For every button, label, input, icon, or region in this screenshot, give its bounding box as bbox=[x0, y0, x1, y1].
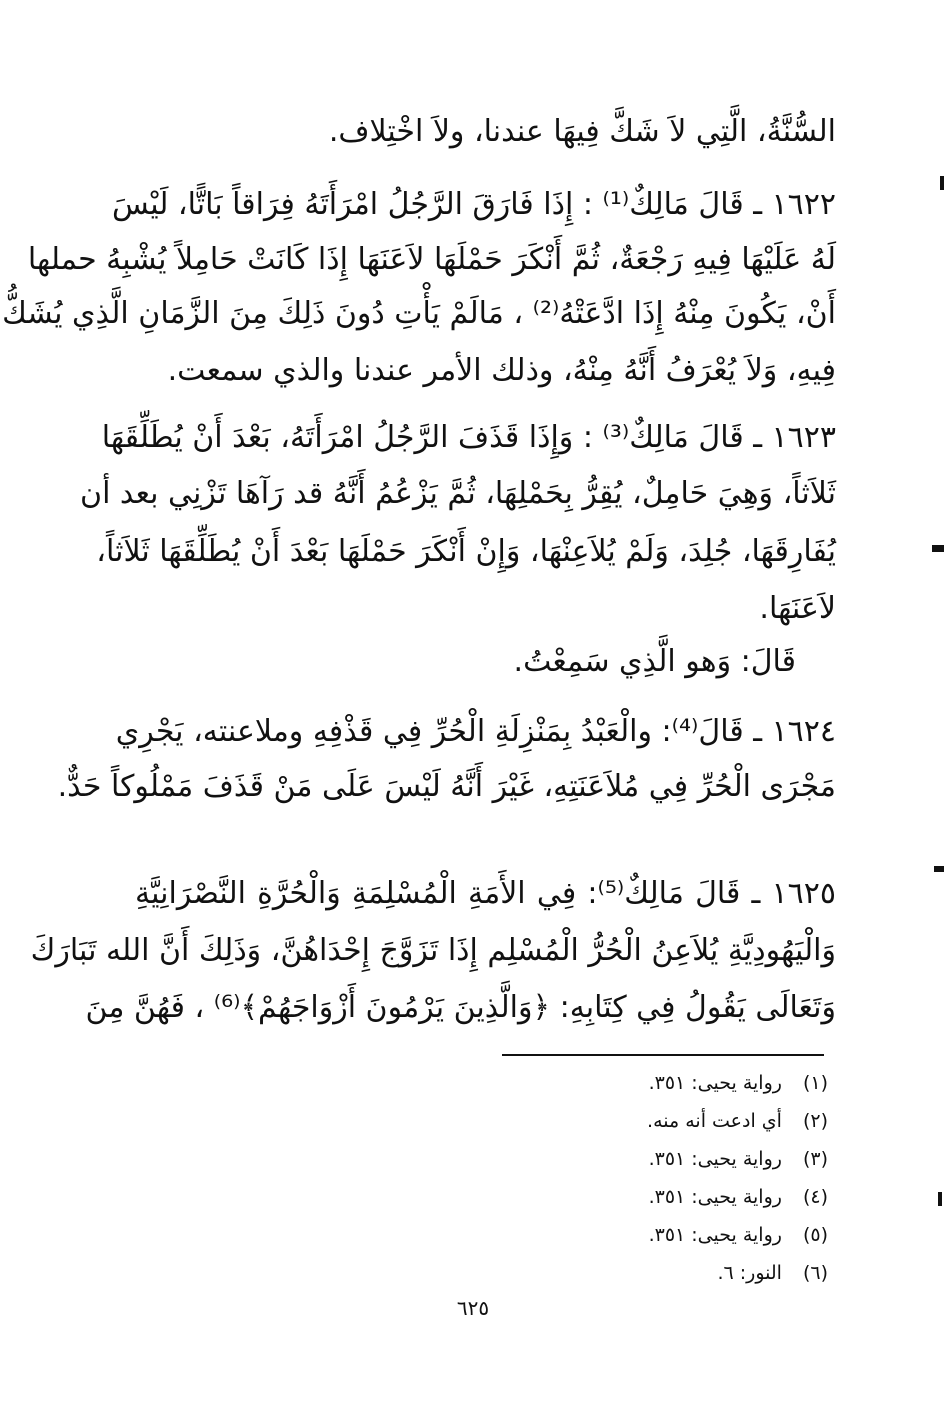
footnote-6 bbox=[717, 1260, 828, 1286]
footnote-separator bbox=[502, 1054, 824, 1056]
text-line-13: ١٦٢٥ ـ قَالَ مَالِكٌ⁽⁵⁾: فِي الأَمَةِ الْمُسْلِمَةِ وَالْحُرَّةِ النَّصْرَانِيَّةِ bbox=[135, 876, 836, 911]
footnote-4 bbox=[649, 1184, 828, 1210]
footnote-2 bbox=[647, 1108, 828, 1134]
text-line-11: ١٦٢٤ ـ قَالَ⁽⁴⁾: والْعَبْدُ بِمَنْزِلَةِ الْحُرِّ فِي قَذْفِهِ وملاعنته، يَجْرِي bbox=[115, 714, 836, 749]
text-line-4: أَنْ، يَكُونَ مِنْهُ إِذَا ادَّعَتْهُ⁽²⁾ ، مَالَمْ يَأْتِ دُونَ ذَلِكَ مِنَ الزَّمَانِ الَّذِي يُشَكُّ bbox=[2, 296, 836, 331]
text-line-2: ١٦٢٢ ـ قَالَ مَالِكٌ⁽¹⁾ : إِذَا فَارَقَ الرَّجُلُ امْرَأَتَهُ فِرَاقاً بَاتًّا، لَيْسَ bbox=[111, 187, 836, 222]
footnote-number: (٦) bbox=[802, 1262, 828, 1284]
text-line-8: يُفَارِقَهَا، جُلِدَ، وَلَمْ يُلاَعِنْهَا، وَإِنْ أَنْكَرَ حَمْلَهَا بَعْدَ أَنْ يُطَلِّقَهَا ثَلاَثاً، bbox=[96, 534, 836, 569]
footnote-5 bbox=[649, 1222, 828, 1248]
footnote-1 bbox=[649, 1070, 828, 1096]
scan-mark bbox=[940, 176, 944, 190]
text-line-14: وَالْيَهُودِيَّةِ يُلاَعِنُ الْحُرُّ الْمُسْلِم إِذَا تَزَوَّجَ إِحْدَاهُنَّ، وَذَلِكَ أَنَّ الله تَبَارَكَ bbox=[30, 933, 836, 968]
text-line-1: السُّنَّةُ، الَّتِي لاَ شَكَّ فِيهَا عندنا، ولاَ اخْتِلاف. bbox=[328, 114, 836, 149]
scan-mark bbox=[934, 866, 944, 872]
text-line-6: ١٦٢٣ ـ قَالَ مَالِكٌ⁽³⁾ : وَإِذَا قَذَفَ الرَّجُلُ امْرَأَتَهُ، بَعْدَ أَنْ يُطَلِّقَهَا bbox=[101, 420, 836, 455]
page-number: ٦٢٥ bbox=[456, 1296, 490, 1320]
footnote-number: (١) bbox=[802, 1072, 828, 1094]
footnote-number: (٣) bbox=[802, 1148, 828, 1170]
text-line-7: ثَلاَثاً، وَهِيَ حَامِلٌ، يُقِرُّ بِحَمْلِهَا، ثُمَّ يَزْعُمُ أَنَّهُ قد رَآهَا تَزْنِي بعد أن bbox=[80, 476, 836, 511]
scan-mark bbox=[932, 545, 944, 552]
footnote-text: رواية يحيى: ٣٥١. bbox=[648, 1224, 782, 1246]
text-line-15: وَتَعَالَى يَقُولُ فِي كِتَابِهِ: ﴿وَالَّذِينَ يَرْمُونَ أَزْوَاجَهُمْ﴾⁽⁶⁾ ، فَهُنَّ مِنَ bbox=[85, 990, 836, 1025]
text-line-10: قَالَ: وَهو الَّذِي سَمِعْتُ. bbox=[513, 644, 796, 679]
footnote-text: رواية يحيى: ٣٥١. bbox=[648, 1148, 782, 1170]
footnote-number: (٥) bbox=[802, 1224, 828, 1246]
footnote-text: رواية يحيى: ٣٥١. bbox=[648, 1072, 782, 1094]
scan-mark bbox=[938, 1192, 942, 1206]
footnote-text: أي ادعت أنه منه. bbox=[647, 1110, 782, 1132]
footnote-number: (٢) bbox=[802, 1110, 828, 1132]
footnote-text: رواية يحيى: ٣٥١. bbox=[648, 1186, 782, 1208]
text-line-3: لَهُ عَلَيْهَا فِيهِ رَجْعَةٌ، ثُمَّ أَنْكَرَ حَمْلَهَا لاَعَنَهَا إِذَا كَانَتْ حَامِلاً يُشْبِهُ حملها bbox=[27, 242, 836, 277]
text-line-12: مَجْرَى الْحُرِّ فِي مُلاَعَنَتِهِ، غَيْرَ أَنَّهُ لَيْسَ عَلَى مَنْ قَذَفَ مَمْلُوكاً حَدٌّ. bbox=[57, 769, 836, 804]
text-line-9: لاَعَنَهَا. bbox=[759, 591, 836, 626]
footnote-number: (٤) bbox=[802, 1186, 828, 1208]
text-line-5: فِيهِ، وَلاَ يُعْرَفُ أَنَّهُ مِنْهُ، وذلك الأمر عندنا والذي سمعت. bbox=[167, 353, 836, 388]
footnote-3 bbox=[649, 1146, 828, 1172]
footnote-text: النور: ٦. bbox=[717, 1262, 782, 1284]
